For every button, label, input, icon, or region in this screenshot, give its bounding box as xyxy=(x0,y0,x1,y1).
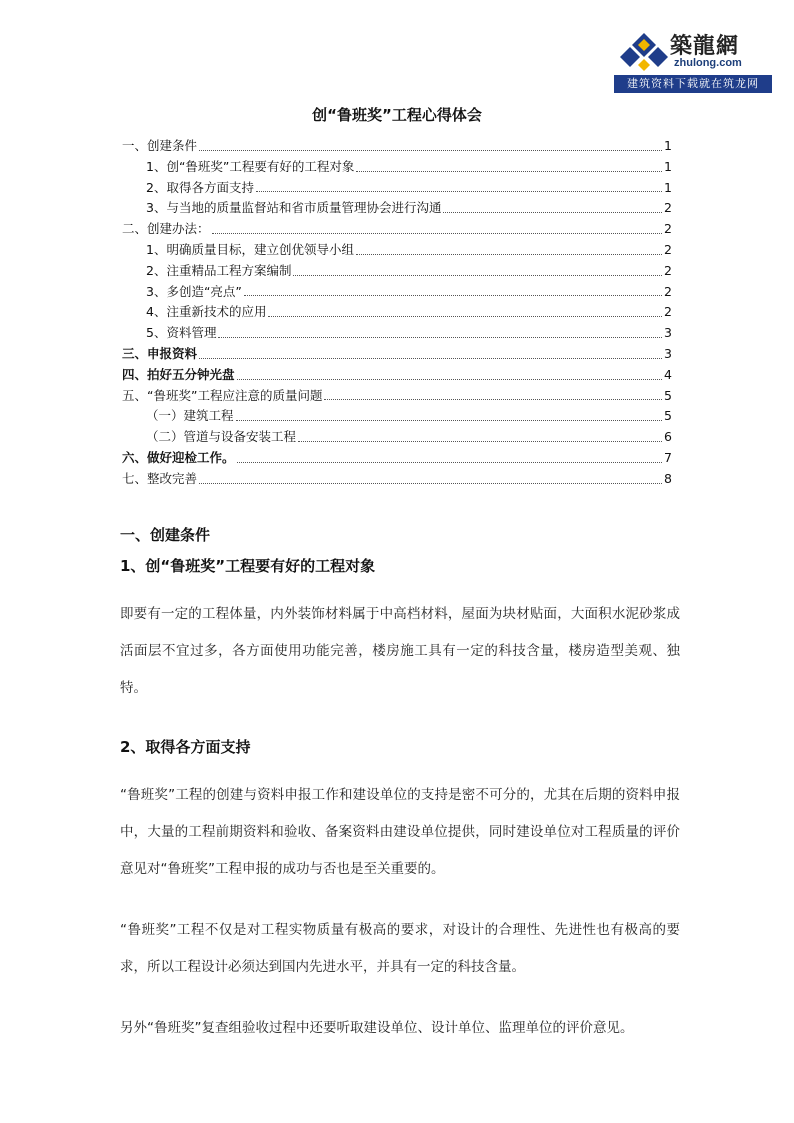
toc-entry-page: 6 xyxy=(664,429,672,445)
toc-leader-dots xyxy=(356,254,662,255)
toc-entry-page: 3 xyxy=(664,325,672,341)
toc-leader-dots xyxy=(212,233,663,234)
toc-entry[interactable] xyxy=(122,344,672,365)
toc-entry-page: 2 xyxy=(664,221,672,237)
toc-entry-label: 4、注重新技术的应用 xyxy=(146,304,267,320)
toc-leader-dots xyxy=(237,462,663,463)
toc-entry-label: 2、注重精品工程方案编制 xyxy=(146,262,292,278)
toc-entry-label: 五、“鲁班奖”工程应注意的质量问题 xyxy=(122,387,323,403)
toc-entry[interactable] xyxy=(122,261,672,282)
subsection-heading: 1、创“鲁班奖”工程要有好的工程对象 xyxy=(120,557,376,575)
toc-entry[interactable] xyxy=(122,198,672,219)
toc-leader-dots xyxy=(356,171,662,172)
toc-entry[interactable] xyxy=(122,302,672,323)
toc-entry-page: 2 xyxy=(664,241,672,257)
toc-leader-dots xyxy=(236,420,663,421)
toc-entry-page: 7 xyxy=(664,449,672,465)
toc-entry-label: 3、与当地的质量监督站和省市质量管理协会进行沟通 xyxy=(146,200,442,216)
toc-entry-label: 七、整改完善 xyxy=(122,470,198,486)
toc-entry-label: 二、创建办法： xyxy=(122,221,210,237)
paragraph: 即要有一定的工程体量，内外装饰材料属于中高档材料，屋面为块材贴面，大面积水泥砂浆成活面层不宜过多，各方面使用功能完善，楼房施工具有一定的科技含量，楼房造型美观、独特。 xyxy=(120,606,680,696)
toc-leader-dots xyxy=(199,150,662,151)
toc-entry-label: 1、创“鲁班奖”工程要有好的工程对象 xyxy=(146,158,355,174)
toc-entry-label: 3、多创造“亮点” xyxy=(146,283,242,299)
zhulong-logo xyxy=(614,27,772,95)
toc-leader-dots xyxy=(237,379,663,380)
toc-entry-label: 1、明确质量目标，建立创优领导小组 xyxy=(146,241,354,257)
toc-entry-label: 三、申报资料 xyxy=(122,345,198,361)
logo-slogan: 建筑资料下载就在筑龙网 xyxy=(614,75,772,93)
toc-leader-dots xyxy=(443,212,662,213)
toc-entry[interactable] xyxy=(122,178,672,199)
paragraph: 另外“鲁班奖”复查组验收过程中还要听取建设单位、设计单位、监理单位的评价意见。 xyxy=(120,1020,634,1036)
toc-entry-page: 1 xyxy=(664,138,672,153)
section-heading: 一、创建条件 xyxy=(120,526,211,544)
toc-entry[interactable] xyxy=(122,365,672,386)
toc-entry-label: 六、做好迎检工作。 xyxy=(122,449,235,465)
toc-entry[interactable] xyxy=(122,448,672,469)
document-body xyxy=(120,520,680,1047)
document-title: 创“鲁班奖”工程心得体会 xyxy=(312,106,482,124)
subsection-heading: 2、取得各方面支持 xyxy=(120,738,251,756)
toc-entry-page: 5 xyxy=(664,408,672,424)
toc-entry[interactable] xyxy=(122,157,672,178)
toc-entry-page: 5 xyxy=(664,387,672,403)
toc-leader-dots xyxy=(268,316,662,317)
toc-entry-label: 四、拍好五分钟光盘 xyxy=(122,366,235,382)
paragraph: “鲁班奖”工程不仅是对工程实物质量有极高的要求，对设计的合理性、先进性也有极高的要求，所以工程设计必须达到国内先进水平，并具有一定的科技含量。 xyxy=(120,922,680,975)
toc-entry-label: （一）建筑工程 xyxy=(146,408,234,424)
toc-entry[interactable] xyxy=(122,427,672,448)
toc-entry[interactable] xyxy=(122,282,672,303)
toc-entry[interactable] xyxy=(122,469,672,490)
paragraph: “鲁班奖”工程的创建与资料申报工作和建设单位的支持是密不可分的，尤其在后期的资料申报中，大量的工程前期资料和验收、备案资料由建设单位提供，同时建设单位对工程质量的评价意见对“鲁班奖”工程申报的成功与否也是至关重要的。 xyxy=(120,787,680,877)
toc-entry-label: 一、创建条件 xyxy=(122,138,198,153)
toc-leader-dots xyxy=(199,483,662,484)
logo-url: zhulong.com xyxy=(674,57,742,69)
toc-entry-page: 8 xyxy=(664,470,672,486)
toc-entry-page: 1 xyxy=(664,179,672,195)
toc-entry-page: 2 xyxy=(664,200,672,216)
toc-entry-page: 2 xyxy=(664,262,672,278)
zhulong-emblem-icon xyxy=(620,31,668,71)
toc-entry-label: 5、资料管理 xyxy=(146,325,217,341)
toc-entry-page: 4 xyxy=(664,366,672,382)
toc-entry[interactable] xyxy=(122,219,672,240)
toc-entry-page: 2 xyxy=(664,304,672,320)
toc-entry-label: （二）管道与设备安装工程 xyxy=(146,429,297,445)
toc-entry[interactable] xyxy=(122,240,672,261)
toc-entry[interactable] xyxy=(122,136,672,157)
toc-entry-page: 1 xyxy=(664,158,672,174)
toc-leader-dots xyxy=(256,191,662,192)
table-of-contents xyxy=(122,136,672,490)
logo-name: 築龍網 xyxy=(670,33,740,59)
toc-entry-label: 2、取得各方面支持 xyxy=(146,179,254,195)
toc-leader-dots xyxy=(199,358,662,359)
toc-entry[interactable] xyxy=(122,386,672,407)
toc-entry[interactable] xyxy=(122,406,672,427)
toc-leader-dots xyxy=(298,441,662,442)
toc-leader-dots xyxy=(293,275,662,276)
toc-entry[interactable] xyxy=(122,323,672,344)
toc-leader-dots xyxy=(244,295,662,296)
toc-entry-page: 3 xyxy=(664,345,672,361)
toc-entry-page: 2 xyxy=(664,283,672,299)
toc-leader-dots xyxy=(324,399,662,400)
toc-leader-dots xyxy=(218,337,662,338)
